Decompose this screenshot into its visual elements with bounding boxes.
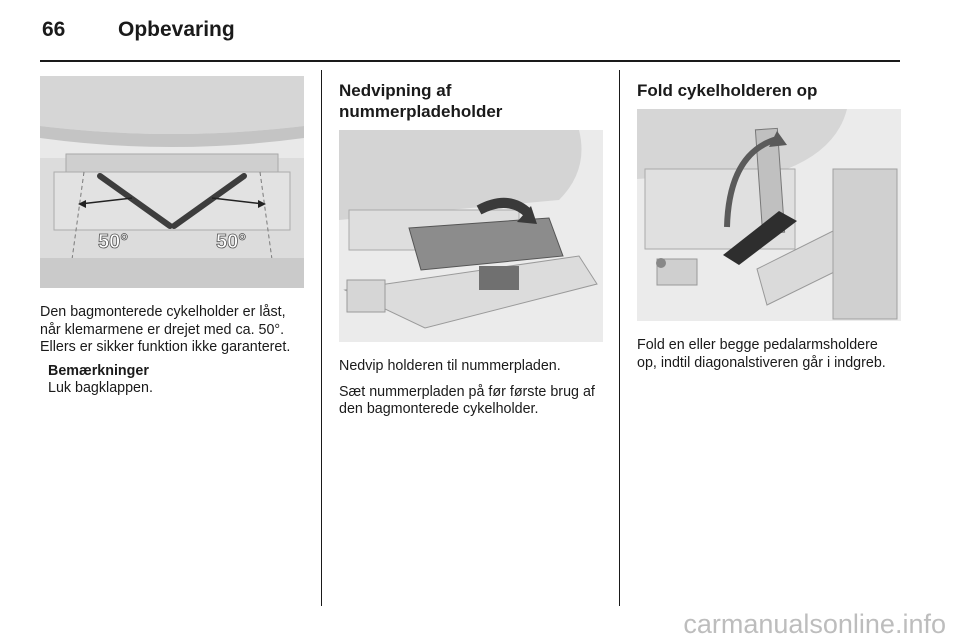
column-1 xyxy=(40,76,304,398)
heading-license-plate-holder: Nedvipning af nummerpladeholder xyxy=(339,81,503,121)
column-2 xyxy=(339,76,603,419)
license-plate-holder-illustration xyxy=(339,130,603,342)
heading-fold-up: Fold cykelholderen op xyxy=(637,81,818,100)
section-title: Opbevaring xyxy=(118,18,235,41)
header-rule xyxy=(40,60,900,62)
clamp-description: Den bagmonterede cykelholder er låst, når klemarmene er drejet med ca. 50°. Ellers er sikker funktion ikke garanteret. xyxy=(40,304,291,355)
angle-label-right: 50° xyxy=(216,231,247,253)
column-divider-2 xyxy=(619,70,620,606)
column-3 xyxy=(637,76,901,372)
fold-up-instruction: Fold en eller begge pedalarmsholdere op, indtil diagonalstiveren går i indgreb. xyxy=(637,337,886,371)
bike-carrier-clamp-illustration xyxy=(40,76,304,288)
note-block xyxy=(48,363,304,398)
watermark: carmanualsonline.info xyxy=(683,609,946,639)
note-title: Bemærkninger xyxy=(48,362,149,379)
angle-label-left: 50° xyxy=(98,231,129,253)
note-text: Luk bagklappen. xyxy=(48,380,153,396)
column-divider-1 xyxy=(321,70,322,606)
fold-down-instruction: Nedvip holderen til nummerpladen. xyxy=(339,358,561,374)
page-number: 66 xyxy=(42,18,66,41)
first-use-instruction: Sæt nummerpladen på før første brug af den bagmonterede cykelholder. xyxy=(339,383,595,417)
pedal-arm-holder-illustration xyxy=(637,109,901,321)
